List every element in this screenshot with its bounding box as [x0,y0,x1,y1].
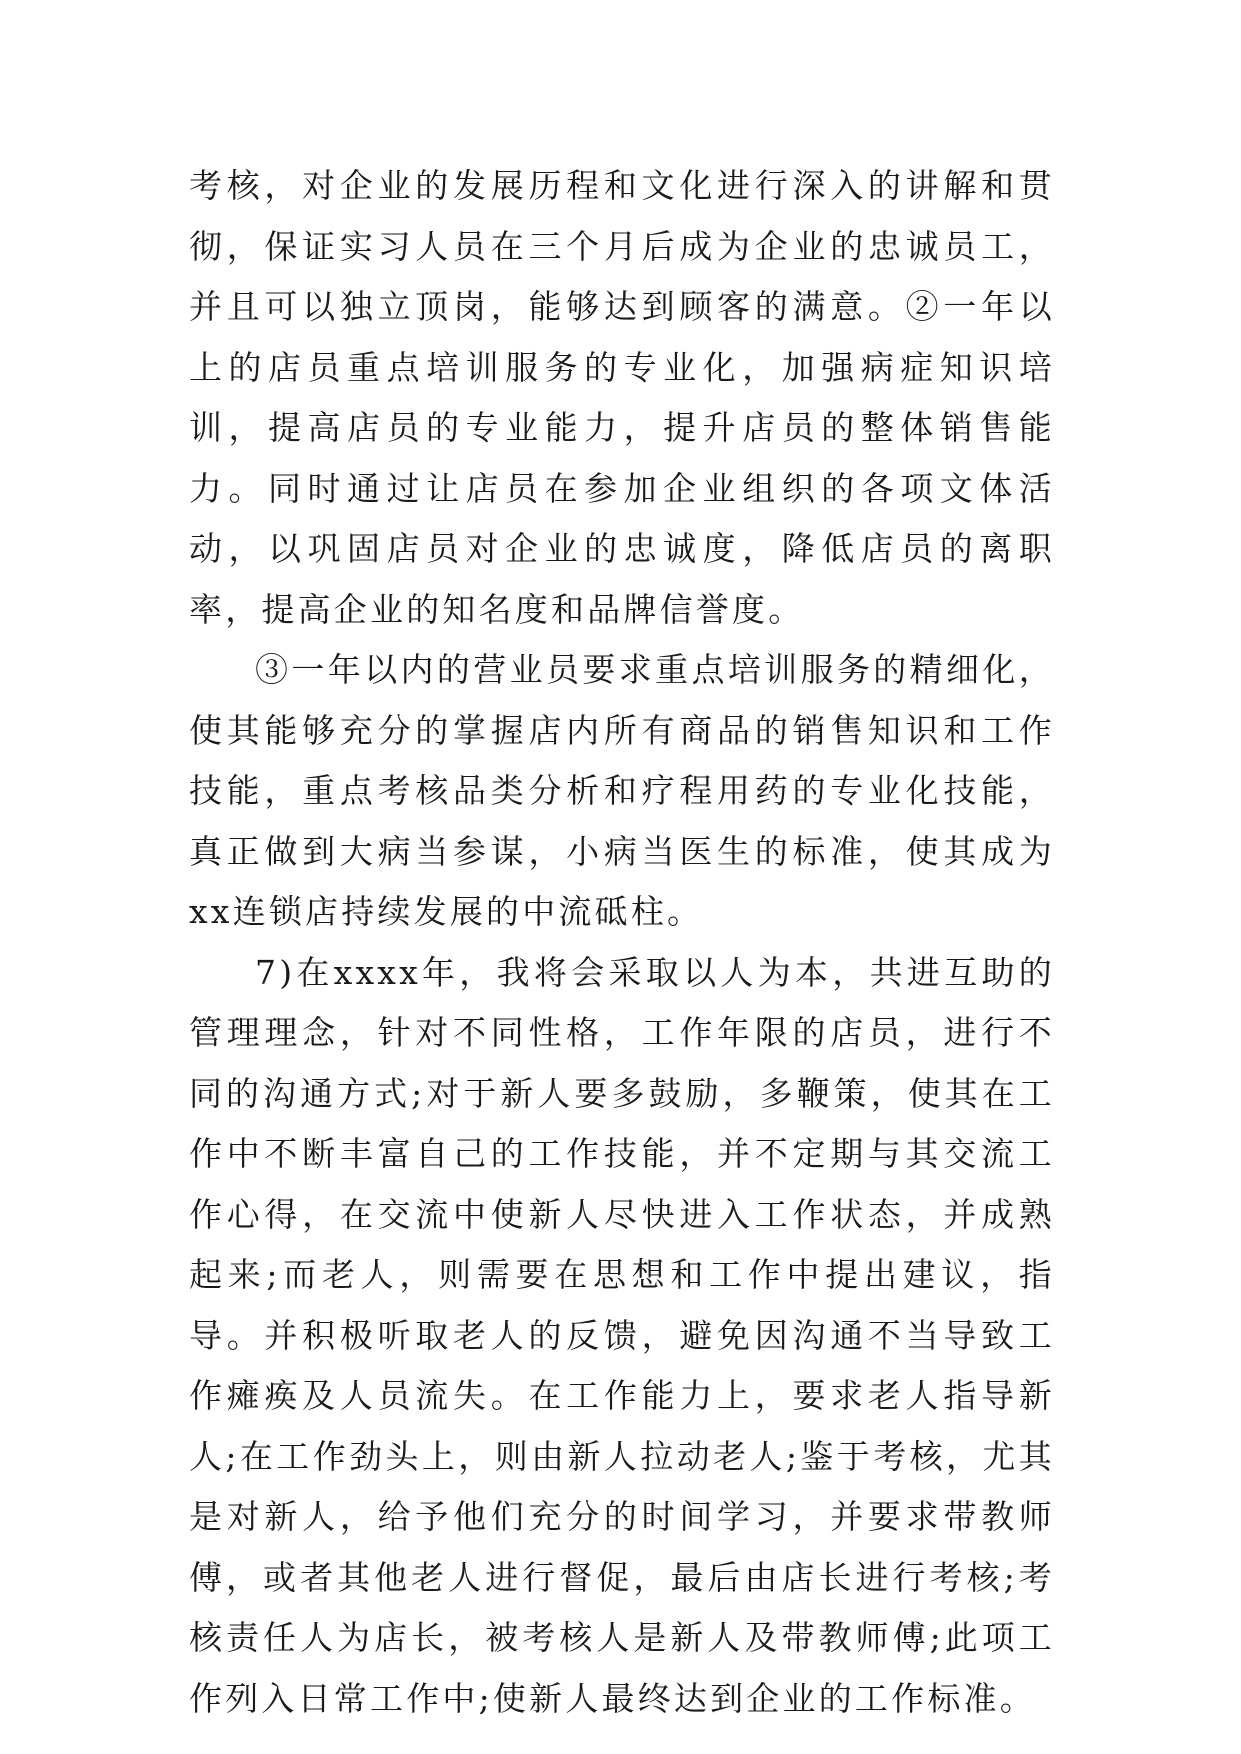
paragraph-item-3: ③一年以内的营业员要求重点培训服务的精细化，使其能够充分的掌握店内所有商品的销售知识和工作技能，重点考核品类分析和疗程用药的专业化技能，真正做到大病当参谋，小病当医生的标准，使其成为xx连锁店持续发展的中流砥柱。 [189,650,1055,931]
body-text [189,156,1055,1729]
paragraph-continued: 考核，对企业的发展历程和文化进行深入的讲解和贯彻，保证实习人员在三个月后成为企业的忠诚员工，并且可以独立顶岗，能够达到顾客的满意。②一年以上的店员重点培训服务的专业化，加强病症知识培训，提高店员的专业能力，提升店员的整体销售能力。同时通过让店员在参加企业组织的各项文体活动，以巩固店员对企业的忠诚度，降低店员的离职率，提高企业的知名度和品牌信誉度。 [189,166,1055,629]
paragraph-item-7: 7)在xxxx年，我将会采取以人为本，共进互助的管理理念，针对不同性格，工作年限的店员，进行不同的沟通方式;对于新人要多鼓励，多鞭策，使其在工作中不断丰富自己的工作技能，并不定期与其交流工作心得，在交流中使新人尽快进入工作状态，并成熟起来;而老人，则需要在思想和工作中提出建议，指导。并积极听取老人的反馈，避免因沟通不当导致工作瘫痪及人员流失。在工作能力上，要求老人指导新人;在工作劲头上，则由新人拉动老人;鉴于考核，尤其是对新人，给予他们充分的时间学习，并要求带教师傅，或者其他老人进行督促，最后由店长进行考核;考核责任人为店长，被考核人是新人及带教师傅;此项工作列入日常工作中;使新人最终达到企业的工作标准。 [189,952,1055,1718]
